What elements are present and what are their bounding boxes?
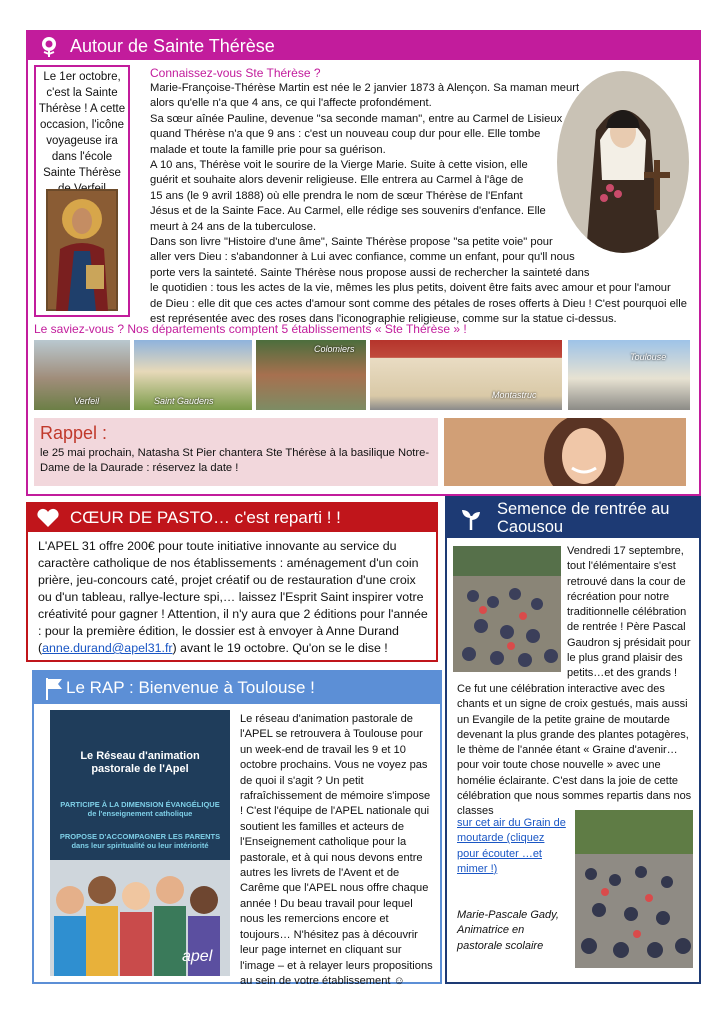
coeur-de-pasto-header — [28, 504, 436, 532]
bio-line: A 10 ans, Thérèse voit le sourire de la Vierge Marie. Suite à cette vision, elle — [150, 159, 528, 172]
coeur-de-pasto-text — [38, 538, 430, 657]
colomiers-school-photo — [256, 340, 366, 410]
semence-title: Semence de rentrée au Caousou — [497, 500, 670, 536]
semence-section — [445, 496, 701, 984]
verfeil-school-photo — [34, 340, 130, 410]
semence-intro-text: Vendredi 17 septembre, tout l'élémentaire s'est retrouvé dans la cour de récréation pour notre traditionnelle célébration de rentrée ! Père Pascal Gaudron sj présidait pour le plus grand plaisir des petits…et des grands ! — [567, 545, 691, 680]
coeur-de-pasto-text-body: L'APEL 31 offre 200€ pour toute initiative innovante au service du caractère catholique de nos établissements : aménagement d'un coin prière, jeu-concours caté, projet créatif ou de restauration d'une croix ou d'un tableau, rallye-lecture spi,… laissez l'Esprit Saint inspirer votre créativité pour gagner ! Attention, il n'y aura que 2 éditions pour l'année : pour la première édition, le dossier est à envoyer à Anne Durand ( — [38, 539, 428, 655]
bio-line: meurt à 24 ans de la tuberculose. — [150, 220, 317, 233]
photo-caption: Verfeil — [74, 396, 100, 406]
poster-line: PARTICIPE À LA DIMENSION ÉVANGÉLIQUE de l'enseignement catholique — [60, 800, 220, 818]
bio-line: alors qu'elle n'a que 4 ans, ce qui l'affecte profondément. — [150, 97, 432, 110]
toulouse-school-photo — [568, 340, 690, 410]
saviez-vous-heading: Le saviez-vous ? Nos départements comptent 5 établissements « Ste Thérèse » ! — [34, 322, 467, 336]
semence-header — [447, 498, 699, 538]
bio-line: malade et toute la famille prie pour sa guérison. — [150, 143, 386, 156]
bio-line: quand Thérèse n'a que 9 ans : c'est un nouveau coup dur pour elle. Elle tombe — [150, 128, 541, 141]
bio-line: Marie-Françoise-Thérèse Martin est née le 2 janvier 1873 à Alençon. Sa maman meurt — [150, 82, 580, 94]
icon-announcement-box — [34, 65, 130, 317]
therese-section-title: Autour de Sainte Thérèse — [70, 36, 275, 56]
christ-icon-image — [46, 189, 118, 311]
rappel-title: Rappel : — [40, 423, 108, 443]
saint-gaudens-school-photo — [134, 340, 252, 410]
bio-line: 15 ans (le 9 avril 1888) où elle prendra le nom de sœur Thérèse de l'Enfant — [150, 189, 523, 202]
therese-section-header — [28, 32, 699, 60]
rap-title: Le RAP : Bienvenue à Toulouse ! — [66, 678, 315, 697]
apel-logo-text: apel — [182, 948, 213, 965]
poster-heading: Le Réseau d'animation pastorale de l'Apel — [80, 750, 200, 775]
bio-line: porte vers la sainteté. Sainte Thérèse nous propose aussi de rechercher la sainteté dans — [150, 266, 590, 279]
bio-line: est représentée avec des roses dans l'iconographie religieuse, comme sur la statue ci-dessus. — [150, 313, 617, 326]
bio-line: de Dieu : elle dit que ces actes d'amour sont comme des pétales de roses offerts à Dieu ! C'est pourquoi elle — [150, 297, 688, 310]
montastruc-school-photo — [370, 340, 562, 410]
rose-icon — [36, 34, 62, 58]
email-link[interactable]: anne.durand@apel31.fr — [42, 641, 173, 655]
rap-header — [34, 672, 440, 704]
coeur-de-pasto-text-end: ) avant le 19 octobre. Qu'on se le dise ! — [172, 641, 388, 655]
photo-caption: Montastruc — [492, 390, 537, 400]
icon-announcement-text: Le 1er octobre, c'est la Sainte Thérèse ! A cette occasion, l'icône voyageuse ira dans l'école Sainte Thérèse — [38, 71, 126, 179]
semence-body-text: Ce fut une célébration interactive avec des chants et un signe de croix gestués, mais aussi un Evangile de la petite graine de moutarde devenant la plus grande des plantes potagères, le thème de l'année étant « Graine d'avenir…pour voir toute chose nouvelle » avec une homélie éclairante. C'est dans la joie de cette célébration que nous sommes repartis dans nos classes — [457, 683, 692, 818]
rappel-box — [34, 418, 438, 486]
bio-heading: Connaissez-vous Ste Thérèse ? — [150, 66, 321, 80]
celebration-photo — [453, 546, 561, 672]
therese-section — [26, 30, 701, 496]
bio-line: aller vers Dieu : s'abandonner à Lui avec confiance, comme un enfant, pour qu'll nous — [150, 251, 575, 264]
coeur-de-pasto-section — [26, 502, 438, 662]
sprout-icon — [459, 506, 483, 530]
therese-statue-image — [556, 70, 690, 254]
flag-icon — [44, 676, 64, 700]
natasha-st-pier-photo — [444, 418, 686, 486]
bio-line: Sa sœur aînée Pauline, devenue "sa seconde maman", entre au Carmel de Lisieux — [150, 112, 563, 125]
photo-caption: Saint Gaudens — [154, 396, 214, 406]
poster-line: PROPOSE D'ACCOMPAGNER LES PARENTS dans leur spiritualité ou leur intériorité — [59, 832, 221, 850]
bio-line: guérit et souhaite alors devenir religieuse. Elle entrera au Carmel à l'âge de — [150, 174, 524, 187]
bio-line: le quotidien : tous les actes de la vie, mêmes les plus petits, doivent être faits avec amour et pour l'amour — [150, 282, 671, 295]
heart-icon — [36, 508, 60, 528]
coeur-de-pasto-title: CŒUR DE PASTO… c'est reparti ! ! — [70, 508, 341, 527]
children-courtyard-photo — [575, 810, 693, 968]
rap-section — [32, 670, 442, 987]
bio-line: Dans son livre "Histoire d'une âme", Sainte Thérèse propose "sa petite voie" pour — [150, 236, 553, 249]
rap-poster[interactable] — [50, 710, 230, 976]
photo-caption: Toulouse — [630, 352, 667, 362]
bio-line: Jésus et de la Sainte Face. Au Carmel, elle rédige ses souvenirs d'enfance. Elle — [150, 205, 546, 218]
rap-text: Le réseau d'animation pastorale de l'APEL se retrouvera à Toulouse pour un week-end de travail les 9 et 10 octobre prochains. Vous ne voyez pas de quoi il s'agit ? Un petit rafraîchissement de mémoire s'impose ! C'est l'équipe de l'APEL nationale qui soutient les familles et acteurs de l'Enseignement catholique pour la pastorale, et à qui nous devons entre autres les livrets de l'Avent et de Carême que l'APEL nous offre chaque année ! Du beau travail pour lequel nous les remercions encore et toujours… N'hésitez pas à découvrir leur page internet en cliquant sur l'image – et à relayer leurs propositions au sein de votre établissement ☺ — [240, 713, 433, 987]
semence-signature: Marie-Pascale Gady, Animatrice en pastorale scolaire — [457, 909, 559, 952]
photo-caption: Colomiers — [314, 344, 355, 354]
rappel-text: le 25 mai prochain, Natasha St Pier chantera Ste Thérèse à la basilique Notre-Dame de la Daurade : réservez la date ! — [40, 447, 430, 474]
grain-de-moutarde-link[interactable]: sur cet air du Grain de moutarde (cliquez pour écouter …et mimer !) — [457, 817, 566, 875]
